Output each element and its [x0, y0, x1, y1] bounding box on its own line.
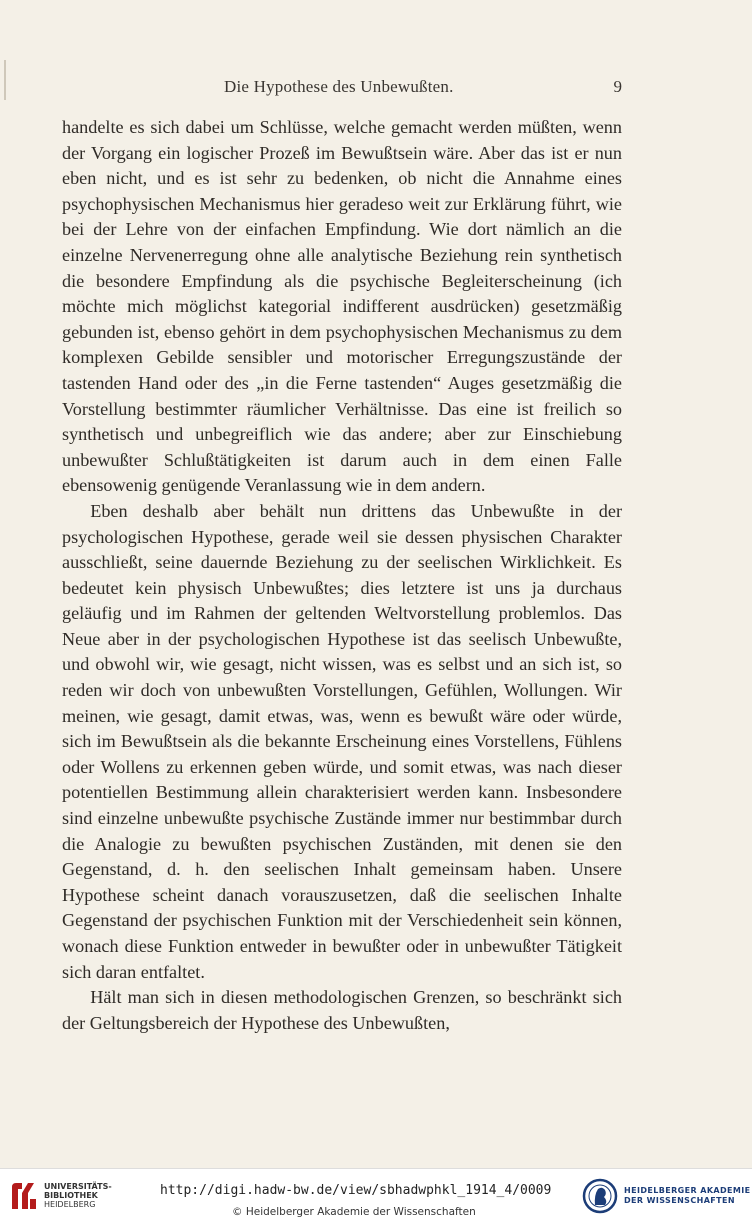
- paragraph-1: handelte es sich dabei um Schlüsse, welche gemacht werden müßten, wenn der Vorgang ein logischer Prozeß im Bewußtsein wäre. Aber das ist er nun eben nicht, und es ist sehr zu bedenken, ob nicht die Annahme eines psychophysischen Mechanismus hier geradeso weit zur Erklärung führt, wie bei der Lehre von der einfachen Empfindung. Wie dort nämlich an die einzelne Nervenerregung ohne alle analytische Beziehung rein synthetisch die besondere Empfindung als die psychische Begleiterscheinung (ich möchte mich möglichst kategorial indifferent ausdrücken) gesetzmäßig gebunden ist, ebenso gehört in dem psychophysischen Mechanismus zu dem komplexen Gebilde sensibler und motorischer Erregungszustände der tastenden Hand oder des „in die Ferne tastenden“ Auges gesetzmäßig die Vorstellung bestimmter räumlicher Verhältnisse. Das eine ist freilich so synthetisch und unbegreiflich wie das andere; aber zur Einschiebung unbewußter Schlußtätigkeiten ist darum auch in dem einen Falle ebensowenig genügende Veranlassung wie in dem andern.: [62, 117, 622, 496]
- scan-edge-mark: [4, 60, 6, 100]
- page-number: 9: [613, 77, 622, 96]
- paragraph-2: Eben deshalb aber behält nun drittens das Unbewußte in der psychologischen Hypothese, gerade weil sie dessen physischen Charakter ausschließt, seine dauernde Beziehung zu der seelischen Wirklichkeit. Es bedeutet kein physisch Unbewußtes; dies letztere ist uns ja durchaus geläufig und im Rahmen der geltenden Weltvorstellung problemlos. Das Neue aber in der psychologischen Hypothese ist das seelisch Unbewußte, und obwohl wir, wie gesagt, nicht wissen, was es selbst und an sich ist, so reden wir doch von unbewußten Vorstellungen, Gefühlen, Wollungen. Wir meinen, wie gesagt, damit etwas, was, wenn es bewußt wäre oder würde, sich im Bewußtsein als die bekannte Erscheinung eines Vorstellens, Fühlens oder Wollens zu erkennen geben würde, und somit etwas, was nach dieser potentiellen Bestimmung allein charakterisiert werden kann. Insbesondere sind einzelne unbewußte psychische Zustände immer nur bestimmbar durch die Analogie zu bewußten psychischen Zuständen, mit denen sie den Gegenstand, d. h. den seelischen Inhalt gemeinsam haben. Unsere Hypothese scheint danach vorauszusetzen, daß die seelischen Inhalte Gegenstand der psychischen Funktion mit der Verschiedenheit sein können, wonach diese Funktion entweder in bewußter oder in unbewußter Tätigkeit sich daran entfaltet.: [62, 500, 622, 982]
- body-text: [62, 115, 622, 1036]
- library-line-1: UNIVERSITÄTS-: [44, 1182, 112, 1191]
- running-head-title: Die Hypothese des Unbewußten.: [224, 77, 454, 96]
- academy-seal-icon: [582, 1177, 618, 1215]
- library-line-2: BIBLIOTHEK: [44, 1191, 98, 1200]
- paragraph-3: Hält man sich in diesen methodologischen Grenzen, so beschränkt sich der Geltungsbereich der Hypothese des Unbewußten,: [62, 987, 622, 1033]
- copyright-notice: © Heidelberger Akademie der Wissenschaften: [232, 1206, 476, 1218]
- academy-line-2: DER WISSENSCHAFTEN: [624, 1196, 735, 1205]
- university-library-name: [44, 1182, 112, 1209]
- running-head: [62, 77, 622, 99]
- university-library-logo-icon: [8, 1179, 40, 1213]
- library-line-3: HEIDELBERG: [44, 1200, 96, 1209]
- viewer-footer: [0, 1168, 752, 1223]
- academy-name: [624, 1186, 751, 1206]
- academy-line-1: HEIDELBERGER AKADEMIE: [624, 1186, 751, 1195]
- permalink-url[interactable]: http://digi.hadw-bw.de/view/sbhadwphkl_1914_4/0009: [160, 1183, 552, 1198]
